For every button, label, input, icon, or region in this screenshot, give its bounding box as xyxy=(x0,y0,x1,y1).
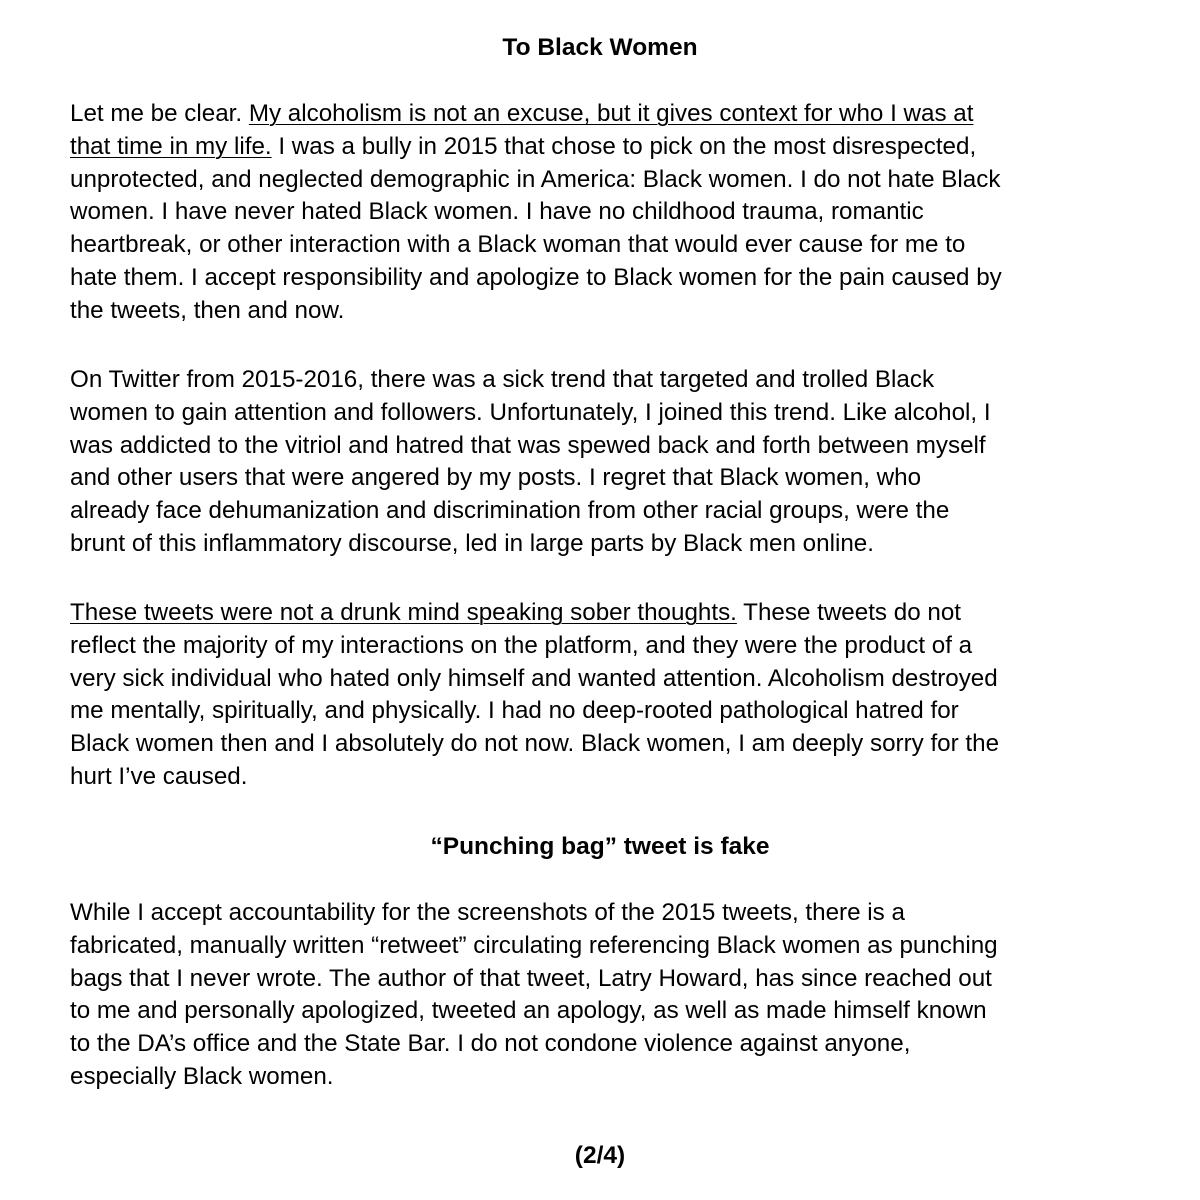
paragraph-line xyxy=(70,597,1140,630)
paragraph-4 xyxy=(70,897,1140,1094)
paragraph-line: the tweets, then and now. xyxy=(70,296,345,324)
paragraph-line: reflect the majority of my interactions on the platform, and they were the product of a xyxy=(70,631,973,659)
paragraph-2 xyxy=(70,364,1140,561)
paragraph-3 xyxy=(70,597,1140,794)
paragraph-line: hate them. I accept responsibility and apologize to Black women for the pain caused by xyxy=(70,263,1002,291)
paragraph-line: very sick individual who hated only himself and wanted attention. Alcoholism destroyed xyxy=(70,664,998,692)
paragraph-line: to me and personally apologized, tweeted an apology, as well as made himself known xyxy=(70,997,987,1025)
document-title: To Black Women xyxy=(502,34,698,61)
paragraph-line: women. I have never hated Black women. I have no childhood trauma, romantic xyxy=(70,198,924,226)
paragraph-line: was addicted to the vitriol and hatred that was spewed back and forth between myself xyxy=(70,431,986,459)
paragraph-line: While I accept accountability for the screenshots of the 2015 tweets, there is a xyxy=(70,899,905,926)
paragraph-line: brunt of this inflammatory discourse, led in large parts by Black men online. xyxy=(70,529,874,557)
paragraph-line: Black women then and I absolutely do not now. Black women, I am deeply sorry for the xyxy=(70,730,1000,758)
paragraph-line: especially Black women. xyxy=(70,1062,334,1090)
paragraph-line: women to gain attention and followers. Unfortunately, I joined this trend. Like alcohol, I xyxy=(70,398,991,426)
paragraph-line: me mentally, spiritually, and physically. I had no deep-rooted pathological hatred for xyxy=(70,697,959,725)
paragraph-line xyxy=(70,131,1140,164)
underlined-text: My alcoholism is not an excuse, but it gives context for who I was at xyxy=(248,100,974,127)
text-segment: Let me be clear. xyxy=(70,100,249,127)
underlined-text: These tweets were not a drunk mind speaking sober thoughts. xyxy=(70,599,737,626)
underlined-text: that time in my life. xyxy=(70,132,272,160)
paragraph-line: unprotected, and neglected demographic in America: Black women. I do not hate Black xyxy=(70,165,1001,193)
page-indicator: (2/4) xyxy=(574,1142,626,1169)
paragraph-line: bags that I never wrote. The author of that tweet, Latry Howard, has since reached out xyxy=(70,964,992,992)
paragraph-line: to the DA’s office and the State Bar. I do not condone violence against anyone, xyxy=(70,1030,911,1058)
paragraph-line: fabricated, manually written “retweet” circulating referencing Black women as punching xyxy=(70,931,998,959)
paragraph-line: hurt I’ve caused. xyxy=(70,762,248,790)
paragraph-1 xyxy=(70,98,1140,328)
text-segment: These tweets do not xyxy=(736,599,961,626)
section-subheading: “Punching bag” tweet is fake xyxy=(430,833,770,860)
paragraph-line: heartbreak, or other interaction with a Black woman that would ever cause for me to xyxy=(70,231,966,259)
paragraph-line: and other users that were angered by my posts. I regret that Black women, who xyxy=(70,464,922,492)
paragraph-line xyxy=(70,98,1140,131)
paragraph-line: On Twitter from 2015-2016, there was a sick trend that targeted and trolled Black xyxy=(70,366,935,393)
text-segment: I was a bully in 2015 that chose to pick on the most disrespected, xyxy=(271,132,977,160)
paragraph-line: already face dehumanization and discrimination from other racial groups, were the xyxy=(70,497,950,525)
